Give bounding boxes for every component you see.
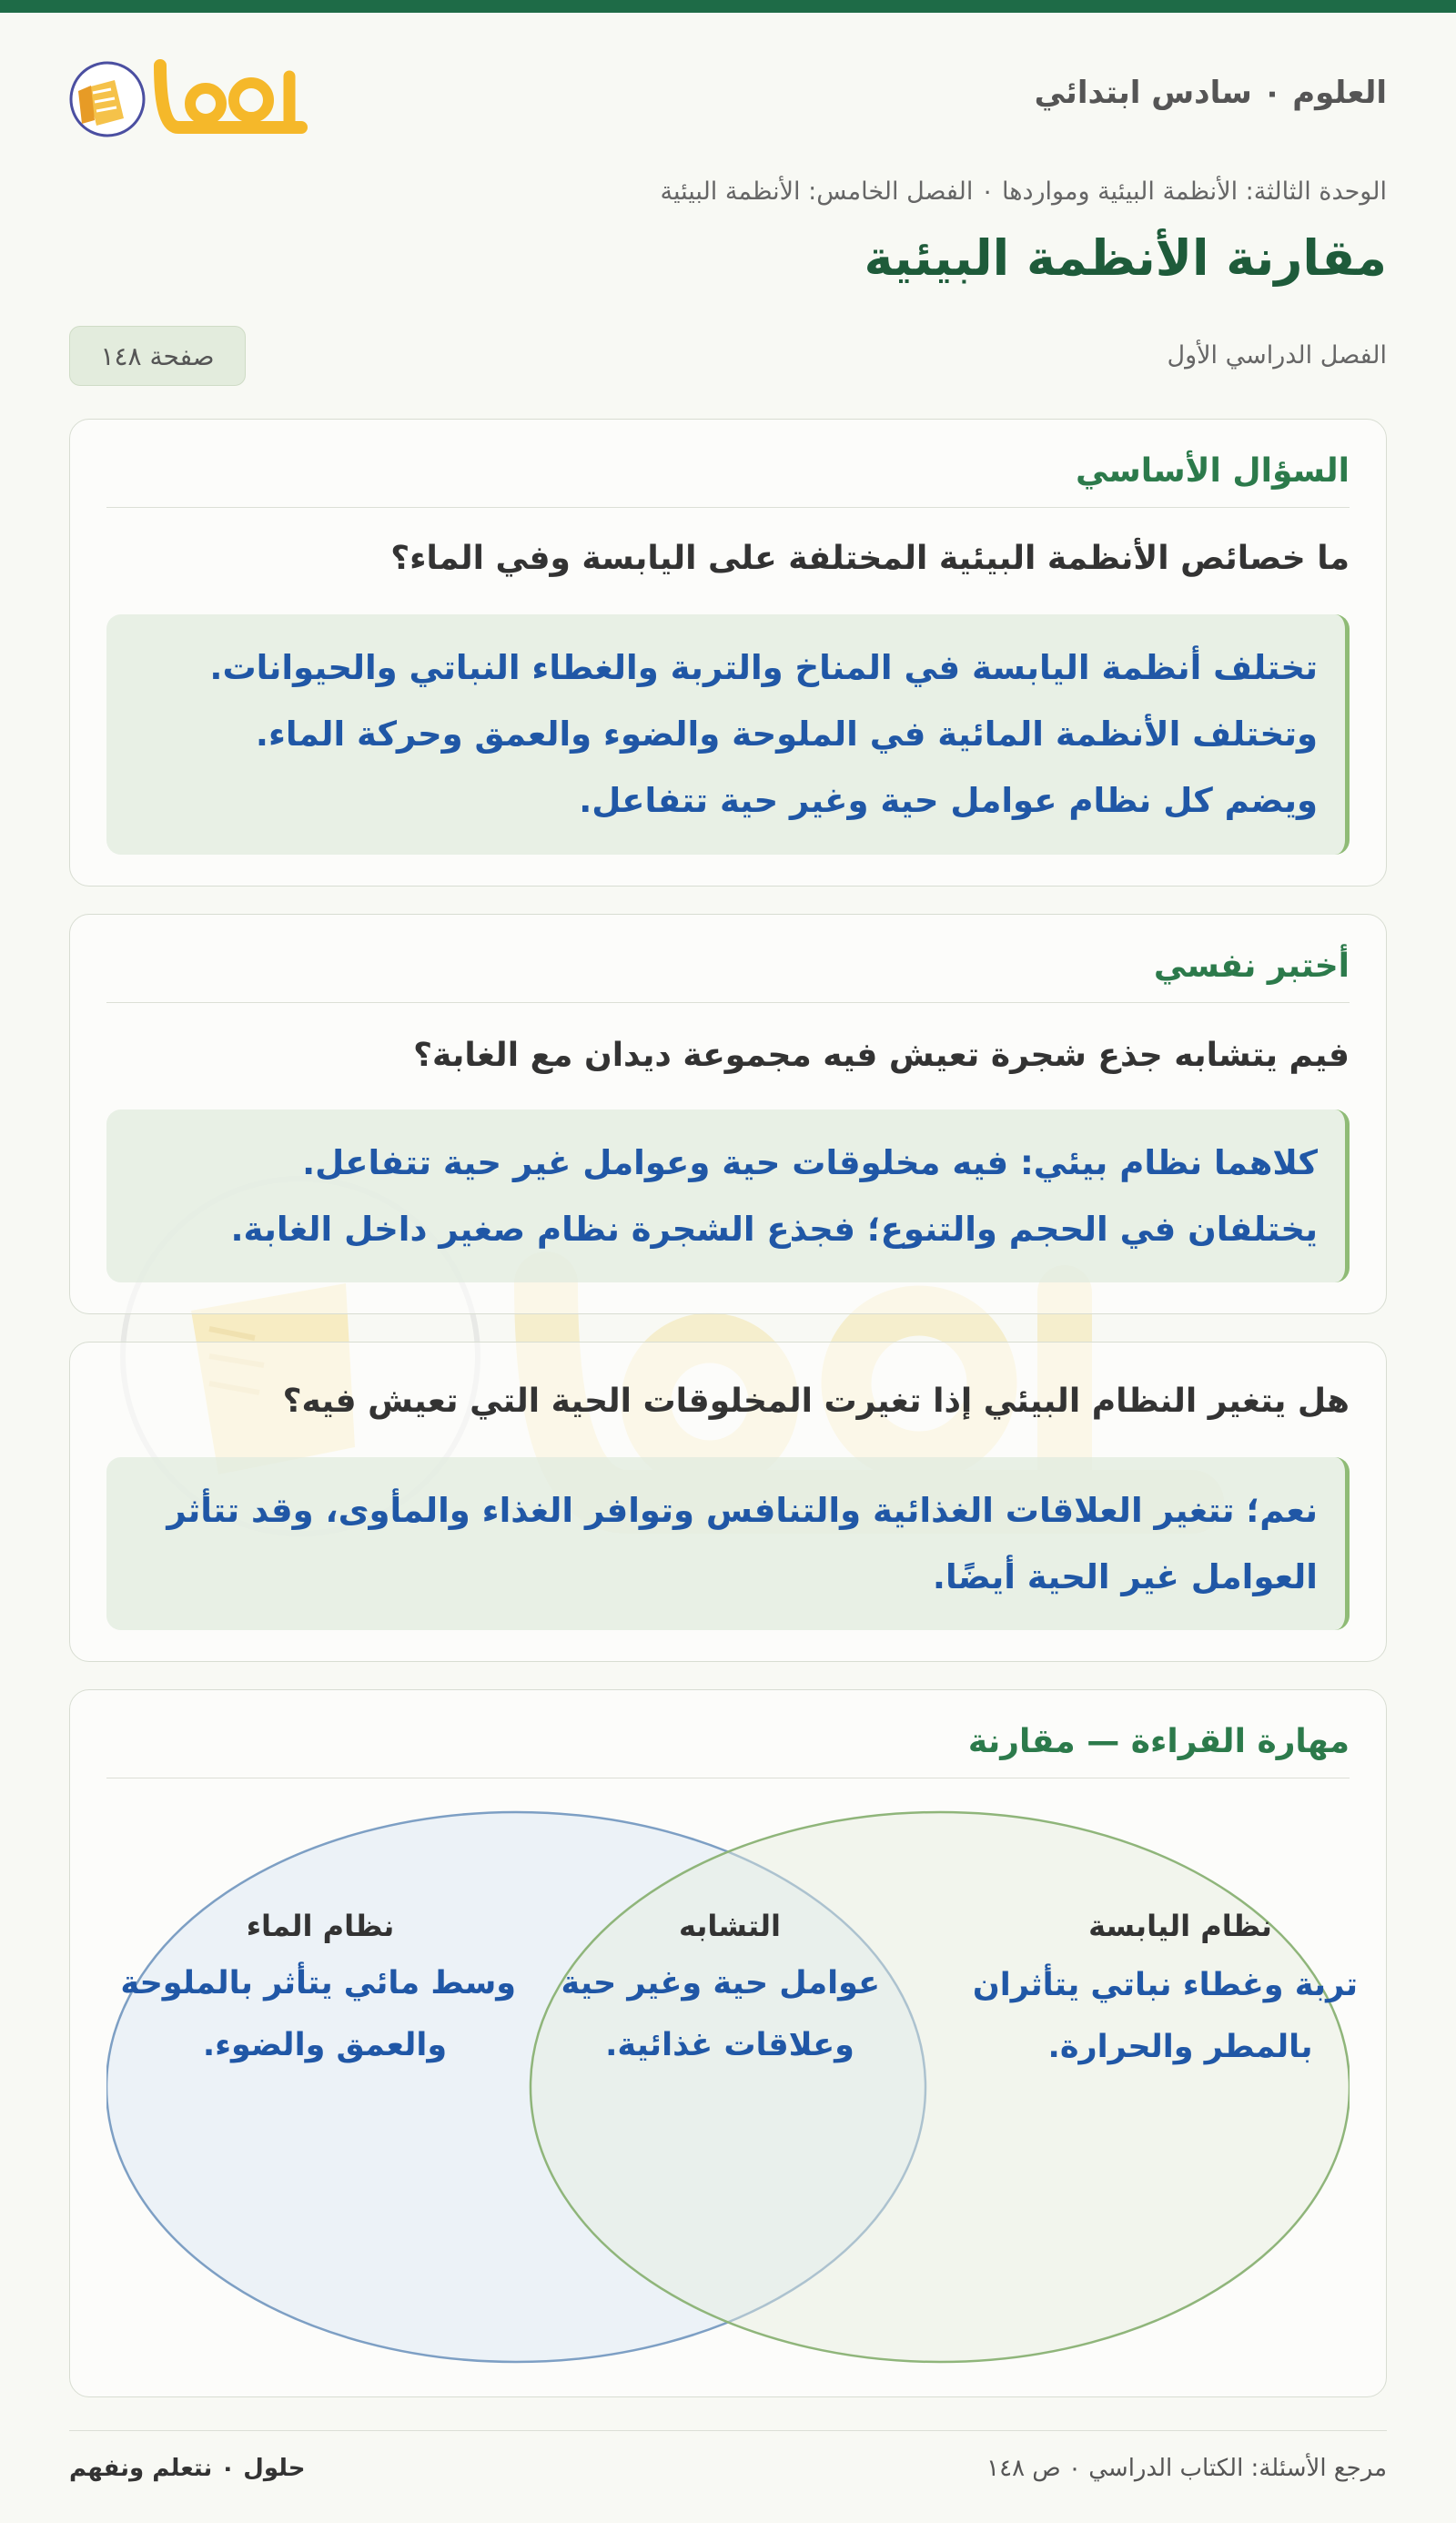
page-number-badge: صفحة ١٤٨ [69,326,246,386]
divider [106,1002,1350,1003]
footer-reference: مرجع الأسئلة: الكتاب الدراسي ٠ ص ١٤٨ [986,2455,1387,2482]
self-test-heading: أختبر نفسي [1153,947,1350,985]
critical-thinking-card [69,1342,1387,1662]
essential-question-text: ما خصائص الأنظمة البيئية المختلفة على اليابسة وفي الماء؟ [390,540,1350,577]
critical-thinking-question: هل يتغير النظام البيئي إذا تغيرت المخلوقات الحية التي تعيش فيه؟ [282,1383,1350,1420]
land-title: نظام اليابسة [1088,1909,1272,1943]
essential-answer-box [106,614,1350,855]
semester-label: الفصل الدراسي الأول [1167,341,1387,370]
hulul-logo [69,53,315,146]
answer-line: يختلفان في الحجم والتنوع؛ فجذع الشجرة نظام صغير داخل الغابة. [230,1210,1318,1249]
subject-grade: العلوم ٠ سادس ابتدائي [1034,75,1387,111]
reading-skill-card [69,1689,1387,2397]
answer-line: العوامل غير الحية أيضًا. [932,1557,1318,1596]
essential-question-heading: السؤال الأساسي [1075,452,1350,490]
shared-line: عوامل حية وغير حية [561,1965,880,2001]
self-test-card [69,914,1387,1314]
land-circle [531,1812,1350,2362]
breadcrumb: الوحدة الثالثة: الأنظمة البيئية ومواردها ٠ الفصل الخامس: الأنظمة البيئية [660,177,1387,206]
shared-description [561,1952,880,2076]
self-test-answer-box [106,1110,1350,1282]
answer-line: كلاهما نظام بيئي: فيه مخلوقات حية وعوامل غير حية تتفاعل. [302,1143,1318,1182]
answer-line: نعم؛ تتغير العلاقات الغذائية والتنافس وتوافر الغذاء والمأوى، وقد تتأثر [167,1491,1318,1530]
water-line: والعمق والضوء. [202,2027,448,2063]
water-description [120,1952,516,2076]
answer-line: وتختلف الأنظمة المائية في الملوحة والضوء والعمق وحركة الماء. [255,714,1318,754]
water-line: وسط مائي يتأثر بالملوحة [120,1965,516,2001]
shared-line: وعلاقات غذائية. [605,2027,854,2063]
shared-title: التشابه [678,1909,782,1943]
top-accent-bar [0,0,1456,13]
footer-divider [69,2430,1387,2431]
footer-brand: حلول ٠ نتعلم ونفهم [69,2455,306,2482]
answer-line: تختلف أنظمة اليابسة في المناخ والتربة والغطاء النباتي والحيوانات. [209,648,1318,687]
water-title: نظام الماء [246,1909,395,1943]
essential-question-card [69,419,1387,887]
page-title: مقارنة الأنظمة البيئية [864,229,1387,287]
critical-thinking-answer-box [106,1457,1350,1630]
reading-skill-heading: مهارة القراءة — مقارنة [967,1723,1350,1760]
venn-diagram [106,1781,1358,2373]
self-test-question: فيم يتشابه جذع شجرة تعيش فيه مجموعة ديدان مع الغابة؟ [413,1037,1350,1074]
divider [106,507,1350,508]
land-description [972,1954,1358,2078]
land-line: تربة وغطاء نباتي يتأثران [972,1967,1358,2003]
land-line: بالمطر والحرارة. [1047,2029,1313,2065]
answer-line: ويضم كل نظام عوامل حية وغير حية تتفاعل. [579,781,1318,820]
